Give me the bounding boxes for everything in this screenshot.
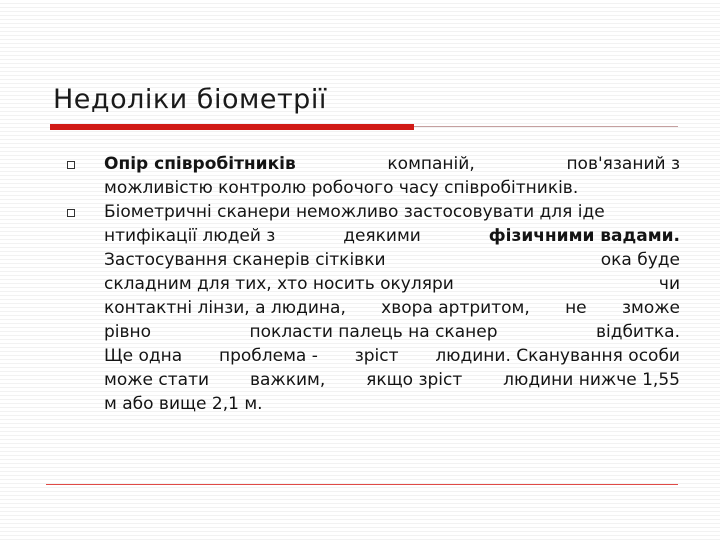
bullet-text: Ще одна — [104, 346, 183, 366]
bullet-text-line — [104, 272, 680, 296]
bullet-text-line — [104, 200, 680, 224]
bullet-text: важким, — [249, 370, 326, 390]
hollow-square-bullet-icon — [67, 161, 75, 169]
bullet-text: нтифікації людей з — [104, 226, 276, 246]
bullet-text-line — [104, 152, 680, 176]
bullet-text: покласти палець на сканер — [249, 322, 498, 342]
bullet-emphasis-text: фізичними вадами. — [488, 226, 680, 246]
bullet-text-line — [104, 320, 680, 344]
bullet-list — [66, 152, 680, 416]
bullet-text: хвора артритом, — [381, 298, 530, 318]
bullet-text: відбитка. — [595, 322, 680, 342]
bullet-text: компаній, — [387, 154, 475, 174]
bullet-text: м або вище 2,1 м. — [104, 394, 263, 414]
bullet-text: чи — [658, 274, 680, 294]
bullet-text: якщо зріст — [366, 370, 463, 390]
bullet-emphasis-text: Опір співробітників — [104, 154, 296, 174]
bullet-text: ока буде — [600, 250, 680, 270]
bullet-text: не — [565, 298, 587, 318]
slide-title: Недоліки біометрії — [53, 84, 327, 115]
bullet-text: Застосування сканерів сітківки — [104, 250, 386, 270]
bullet-text: пов'язаний з — [566, 154, 680, 174]
bullet-text: рівно — [104, 322, 152, 342]
bullet-item — [66, 200, 680, 416]
bullet-text-line — [104, 344, 680, 368]
bullet-text-line — [104, 224, 680, 248]
bullet-text-line — [104, 368, 680, 392]
bullet-text-line — [104, 296, 680, 320]
hollow-square-bullet-icon — [67, 209, 75, 217]
bullet-text: проблема - — [218, 346, 318, 366]
bullet-text: може стати — [104, 370, 210, 390]
bullet-text: зріст — [354, 346, 399, 366]
bullet-text: контактні лінзи, а людина, — [104, 298, 346, 318]
bullet-text: людини. Сканування особи — [435, 346, 680, 366]
bullet-text: складним для тих, хто носить окуляри — [104, 274, 454, 294]
bullet-text: зможе — [621, 298, 680, 318]
bullet-item — [66, 152, 680, 200]
bullet-text: Біометричні сканери неможливо застосовувати для іде — [104, 202, 605, 222]
bullet-text: людини нижче 1,55 — [503, 370, 680, 390]
bullet-text: можливістю контролю робочого часу співробітників. — [104, 178, 579, 198]
bottom-divider — [46, 484, 678, 485]
bullet-text-line — [104, 248, 680, 272]
title-underline-accent — [50, 124, 414, 130]
bullet-text: деякими — [343, 226, 421, 246]
bullet-text-line — [104, 176, 680, 200]
bullet-text-line — [104, 392, 680, 416]
